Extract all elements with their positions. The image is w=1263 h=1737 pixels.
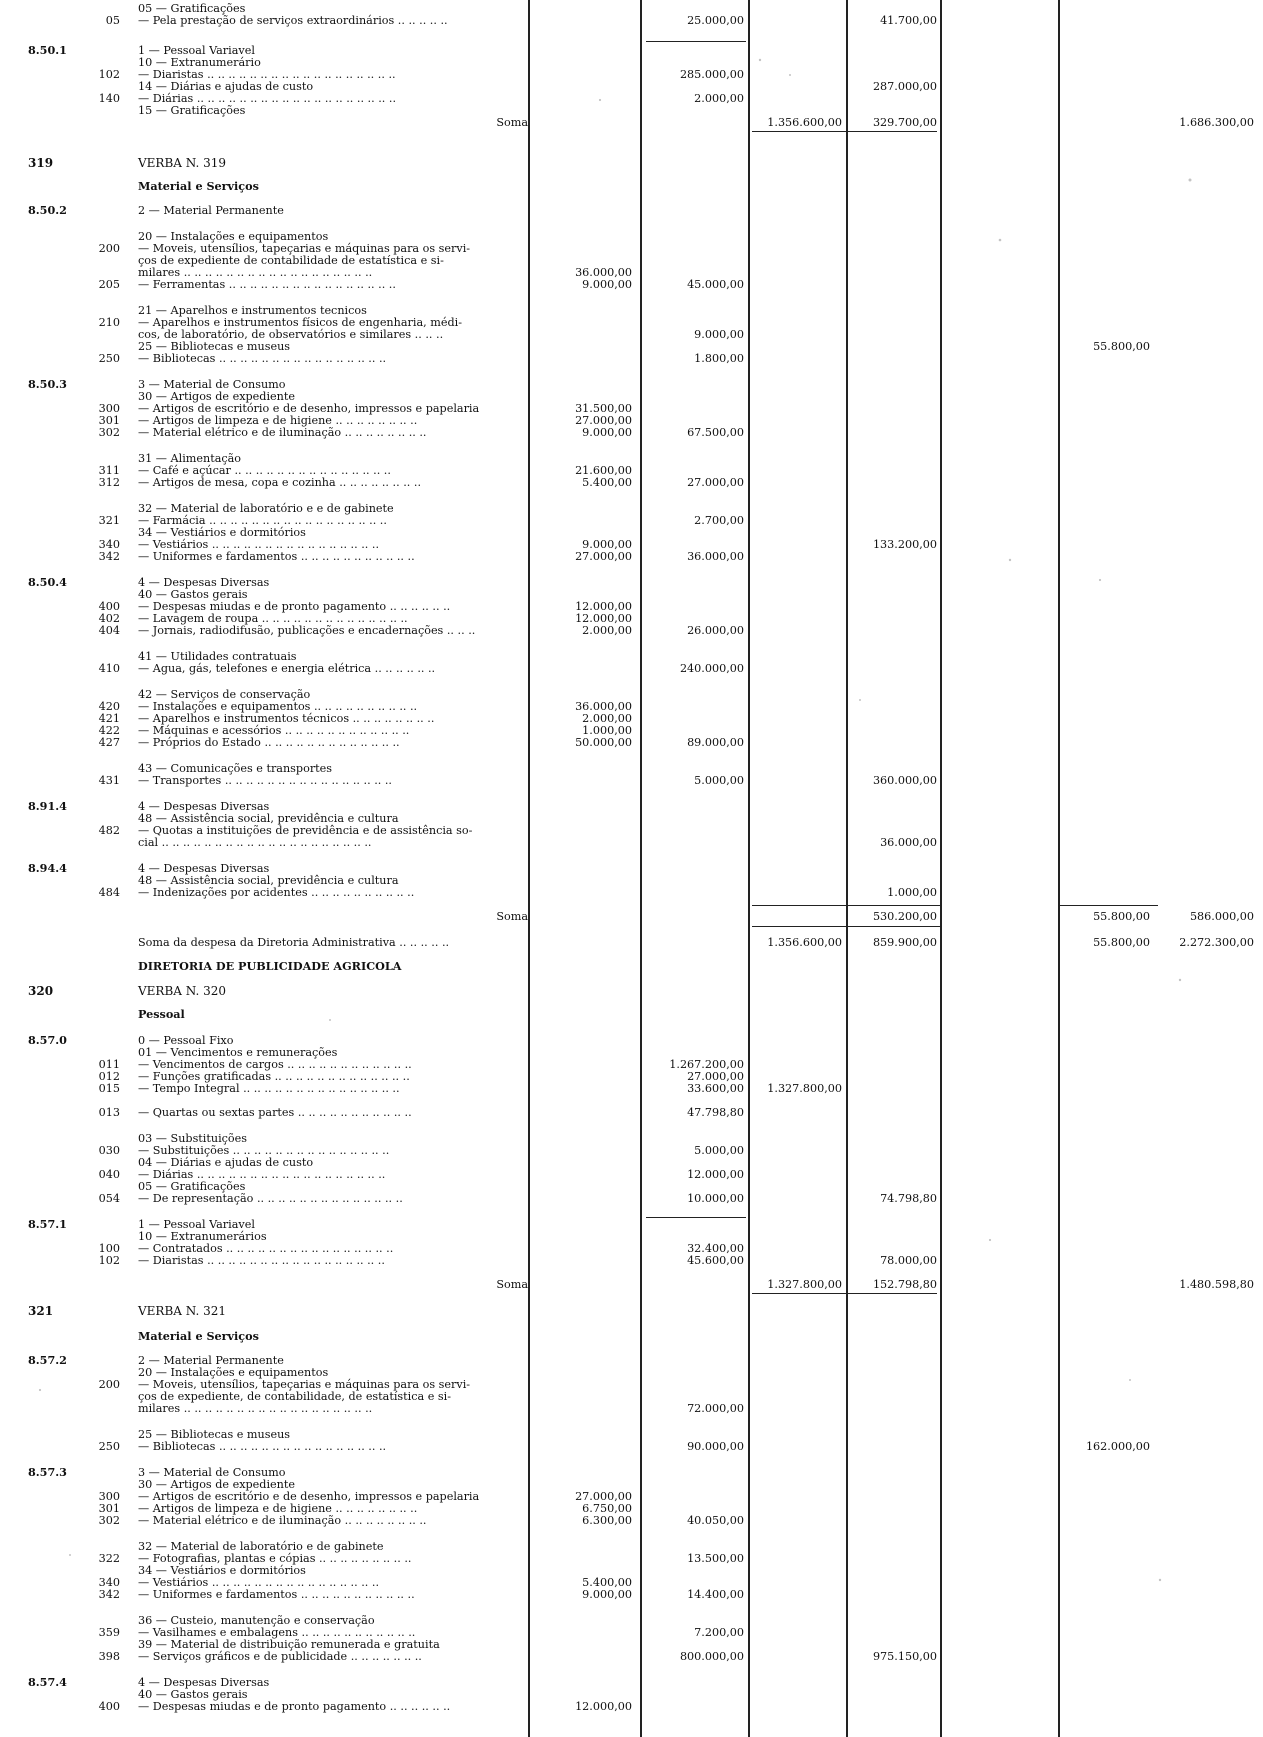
item-description: — Vestiários .. .. .. .. .. .. .. .. .. .. .. .. .. .. .. .. (138, 538, 379, 551)
item-code: 250 (98, 1440, 120, 1453)
item-description: milares .. .. .. .. .. .. .. .. .. .. .. .. .. .. .. .. .. .. (138, 1402, 373, 1415)
item-description: 4 — Despesas Diversas (138, 1676, 270, 1689)
value-col-1: 9.000,00 (582, 426, 632, 439)
value-col-2: 90.000,00 (687, 1440, 744, 1453)
item-description: 42 — Serviços de conservação (138, 688, 311, 701)
item-code: 359 (98, 1626, 120, 1639)
ledger-line (0, 550, 1263, 563)
ledger-line (0, 624, 1263, 637)
item-description: — Agua, gás, telefones e energia elétrica .. .. .. .. .. .. (138, 662, 436, 675)
item-description: 15 — Gratificações (138, 104, 246, 117)
item-description: — Indenizações por acidentes .. .. .. .. .. .. .. .. .. .. (138, 886, 415, 899)
value-col-2: 67.500,00 (687, 426, 744, 439)
value-col-1: 2.000,00 (582, 712, 632, 725)
sum-rule (752, 1293, 937, 1294)
ledger-line (0, 278, 1263, 291)
value-col-2: 27.000,00 (687, 476, 744, 489)
item-code: 300 (98, 1490, 120, 1503)
ledger-line (0, 180, 1263, 193)
item-code: 340 (98, 1576, 120, 1589)
item-description: 36 — Custeio, manutenção e conservação (138, 1614, 375, 1627)
item-description: — Tempo Integral .. .. .. .. .. .. .. .. .. .. .. .. .. .. .. (138, 1082, 400, 1095)
item-description: 32 — Material de laboratório e e de gabinete (138, 502, 394, 515)
value-col-4: 78.000,00 (880, 1254, 937, 1267)
ledger-line (0, 836, 1263, 849)
item-description: milares .. .. .. .. .. .. .. .. .. .. .. .. .. .. .. .. .. .. (138, 266, 373, 279)
value-col-1: 9.000,00 (582, 538, 632, 551)
value-col-2: 25.000,00 (687, 14, 744, 27)
value-col-6: 162.000,00 (1085, 1440, 1150, 1453)
value-col-2: 240.000,00 (679, 662, 744, 675)
item-description: 21 — Aparelhos e instrumentos tecnicos (138, 304, 367, 317)
value-col-1: 27.000,00 (575, 550, 632, 563)
item-description: 41 — Utilidades contratuais (138, 650, 297, 663)
item-reference: 8.50.2 (28, 203, 67, 217)
ledger-line (0, 426, 1263, 439)
sum-rule (1058, 905, 1158, 906)
item-code: 398 (98, 1650, 120, 1663)
ledger-line (0, 1440, 1263, 1453)
ledger-line (0, 14, 1263, 27)
item-description: 3 — Material de Consumo (138, 1466, 286, 1479)
value-col-2: 40.050,00 (687, 1514, 744, 1527)
item-reference: 8.57.3 (28, 1465, 67, 1479)
value-col-1: 21.600,00 (575, 464, 632, 477)
value-col-4: 133.200,00 (872, 538, 937, 551)
value-col-7: 2.272.300,00 (1179, 936, 1254, 949)
item-code: 302 (98, 426, 120, 439)
item-description: 01 — Vencimentos e remunerações (138, 1046, 338, 1059)
item-code: 040 (98, 1168, 120, 1181)
item-description: 40 — Gastos gerais (138, 588, 248, 601)
value-col-2: 7.200,00 (694, 1626, 744, 1639)
item-description: Material e Serviços (138, 1329, 259, 1343)
value-col-2: 89.000,00 (687, 736, 744, 749)
value-col-2: 12.000,00 (687, 1168, 744, 1181)
value-col-7: 586.000,00 (1189, 910, 1254, 923)
item-description: — Diaristas .. .. .. .. .. .. .. .. .. .. .. .. .. .. .. .. .. .. (138, 68, 396, 81)
item-description: Soma da despesa da Diretoria Administrativa .. .. .. .. .. (138, 936, 450, 949)
value-col-4: 1.000,00 (887, 886, 937, 899)
sum-rule (752, 131, 937, 132)
value-col-1: 27.000,00 (575, 1490, 632, 1503)
item-description: — Artigos de limpeza e de higiene .. .. .. .. .. .. .. .. (138, 414, 418, 427)
value-col-6: 55.800,00 (1093, 910, 1150, 923)
item-description: cial .. .. .. .. .. .. .. .. .. .. .. .. .. .. .. .. .. .. .. .. (138, 836, 372, 849)
item-description: Pessoal (138, 1007, 185, 1021)
item-code: 054 (98, 1192, 120, 1205)
item-description: — Funções gratificadas .. .. .. .. .. .. .. .. .. .. .. .. .. (138, 1070, 410, 1083)
value-col-2: 27.000,00 (687, 1070, 744, 1083)
item-code: 102 (98, 1254, 120, 1267)
item-description: cos, de laboratório, de observatórios e similares .. .. .. (138, 328, 444, 341)
value-col-4: 975.150,00 (872, 1650, 937, 1663)
item-reference: 8.57.1 (28, 1217, 67, 1231)
value-col-1: 6.750,00 (582, 1502, 632, 1515)
value-col-3: 1.356.600,00 (767, 116, 842, 129)
item-reference: 8.57.2 (28, 1353, 67, 1367)
value-col-1: 36.000,00 (575, 700, 632, 713)
ledger-line (0, 960, 1263, 973)
value-col-2: 285.000,00 (679, 68, 744, 81)
ledger-line (0, 1514, 1263, 1527)
value-col-4: 152.798,80 (872, 1278, 937, 1291)
item-description: — Bibliotecas .. .. .. .. .. .. .. .. .. .. .. .. .. .. .. .. (138, 352, 387, 365)
item-description: — Lavagem de roupa .. .. .. .. .. .. .. .. .. .. .. .. .. .. (138, 612, 408, 625)
ledger-line (0, 1008, 1263, 1021)
item-code: 140 (98, 92, 120, 105)
item-description: — Pela prestação de serviços extraordinários .. .. .. .. .. (138, 14, 448, 27)
soma-label: Soma (496, 1278, 528, 1291)
item-description: — Jornais, radiodifusão, publicações e encadernações .. .. .. (138, 624, 476, 637)
item-code: 301 (98, 1502, 120, 1515)
value-col-2: 2.700,00 (694, 514, 744, 527)
item-description: — Aparelhos e instrumentos técnicos .. .. .. .. .. .. .. .. (138, 712, 435, 725)
item-description: 30 — Artigos de expediente (138, 390, 295, 403)
value-col-7: 1.686.300,00 (1179, 116, 1254, 129)
item-code: 300 (98, 402, 120, 415)
item-reference: 8.57.4 (28, 1675, 67, 1689)
item-code: 400 (98, 1700, 120, 1713)
item-description: 4 — Despesas Diversas (138, 576, 270, 589)
ledger-line (0, 1254, 1263, 1267)
item-description: 34 — Vestiários e dormitórios (138, 526, 306, 539)
ledger-line (0, 936, 1263, 949)
item-reference: 321 (28, 1304, 54, 1318)
item-description: — Despesas miudas e de pronto pagamento .. .. .. .. .. .. (138, 600, 451, 613)
item-code: 012 (98, 1070, 120, 1083)
item-code: 301 (98, 414, 120, 427)
item-description: 30 — Artigos de expediente (138, 1478, 295, 1491)
item-description: — Diárias .. .. .. .. .. .. .. .. .. .. .. .. .. .. .. .. .. .. .. (138, 92, 397, 105)
item-description: — Ferramentas .. .. .. .. .. .. .. .. .. .. .. .. .. .. .. .. (138, 278, 396, 291)
item-description: — Vestiários .. .. .. .. .. .. .. .. .. .. .. .. .. .. .. .. (138, 1576, 379, 1589)
value-col-1: 6.300,00 (582, 1514, 632, 1527)
item-description: — Material elétrico e de iluminação .. .. .. .. .. .. .. .. (138, 1514, 427, 1527)
item-code: 342 (98, 1588, 120, 1601)
ledger-line (0, 736, 1263, 749)
item-code: 013 (98, 1106, 120, 1119)
item-code: 102 (98, 68, 120, 81)
item-description: 20 — Instalações e equipamentos (138, 1366, 329, 1379)
value-col-4: 859.900,00 (872, 936, 937, 949)
item-reference: 8.91.4 (28, 799, 67, 813)
item-description: 2 — Material Permanente (138, 204, 284, 217)
item-code: 402 (98, 612, 120, 625)
item-code: 322 (98, 1552, 120, 1565)
ledger-line (0, 984, 1263, 998)
value-col-6: 55.800,00 (1093, 340, 1150, 353)
item-description: — Próprios do Estado .. .. .. .. .. .. .. .. .. .. .. .. .. (138, 736, 400, 749)
ledger-line (0, 1082, 1263, 1095)
ledger-line (0, 1650, 1263, 1663)
item-description: 4 — Despesas Diversas (138, 800, 270, 813)
ledger-line (0, 1304, 1263, 1318)
value-col-2: 10.000,00 (687, 1192, 744, 1205)
item-code: 011 (98, 1058, 120, 1071)
ledger-line (0, 116, 1263, 129)
item-description: 04 — Diárias e ajudas de custo (138, 1156, 314, 1169)
ledger-line (0, 886, 1263, 899)
item-code: 205 (98, 278, 120, 291)
item-description: — Quartas ou sextas partes .. .. .. .. .. .. .. .. .. .. .. (138, 1106, 412, 1119)
value-col-1: 5.400,00 (582, 476, 632, 489)
item-description: — Moveis, utensílios, tapeçarias e máquinas para os servi- (138, 1378, 471, 1391)
item-description: — Artigos de mesa, copa e cozinha .. .. .. .. .. .. .. .. (138, 476, 421, 489)
item-description: — Farmácia .. .. .. .. .. .. .. .. .. .. .. .. .. .. .. .. .. (138, 514, 387, 527)
item-description: — Diaristas .. .. .. .. .. .. .. .. .. .. .. .. .. .. .. .. .. (138, 1254, 385, 1267)
value-col-4: 329.700,00 (872, 116, 937, 129)
ledger-line (0, 1330, 1263, 1343)
ledger-line (0, 1402, 1263, 1415)
value-col-2: 72.000,00 (687, 1402, 744, 1415)
item-reference: 8.50.3 (28, 377, 67, 391)
item-code: 302 (98, 1514, 120, 1527)
value-col-3: 1.327.800,00 (767, 1278, 842, 1291)
item-description: — Artigos de limpeza e de higiene .. .. .. .. .. .. .. .. (138, 1502, 418, 1515)
item-reference: 8.50.1 (28, 43, 67, 57)
item-description: 32 — Material de laboratório e de gabinete (138, 1540, 384, 1553)
item-description: — Serviços gráficos e de publicidade .. .. .. .. .. .. .. (138, 1650, 422, 1663)
item-description: 05 — Gratificações (138, 1180, 246, 1193)
item-reference: 320 (28, 984, 54, 998)
value-col-2: 800.000,00 (679, 1650, 744, 1663)
value-col-4: 530.200,00 (872, 910, 937, 923)
item-reference: 8.94.4 (28, 861, 67, 875)
value-col-4: 360.000,00 (872, 774, 937, 787)
item-description: — Vasilhames e embalagens .. .. .. .. .. .. .. .. .. .. .. (138, 1626, 416, 1639)
item-code: 410 (98, 662, 120, 675)
value-col-2: 33.600,00 (687, 1082, 744, 1095)
ledger-line (0, 1106, 1263, 1119)
value-col-2: 36.000,00 (687, 550, 744, 563)
item-code: 210 (98, 316, 120, 329)
item-reference: 8.50.4 (28, 575, 67, 589)
item-description: — Diárias .. .. .. .. .. .. .. .. .. .. .. .. .. .. .. .. .. .. (138, 1168, 386, 1181)
item-code: 342 (98, 550, 120, 563)
item-description: — Despesas miudas e de pronto pagamento .. .. .. .. .. .. (138, 1700, 451, 1713)
item-code: 311 (98, 464, 120, 477)
item-code: 015 (98, 1082, 120, 1095)
soma-label: Soma (496, 910, 528, 923)
item-description: — De representação .. .. .. .. .. .. .. .. .. .. .. .. .. .. (138, 1192, 403, 1205)
value-col-2: 13.500,00 (687, 1552, 744, 1565)
value-col-1: 9.000,00 (582, 278, 632, 291)
item-description: ços de expediente de contabilidade de estatística e si- (138, 254, 444, 267)
value-col-4: 287.000,00 (872, 80, 937, 93)
value-col-1: 50.000,00 (575, 736, 632, 749)
item-description: — Máquinas e acessórios .. .. .. .. .. .. .. .. .. .. .. .. (138, 724, 410, 737)
item-description: — Contratados .. .. .. .. .. .. .. .. .. .. .. .. .. .. .. .. (138, 1242, 394, 1255)
ledger-line (0, 352, 1263, 365)
ledger-line (0, 1588, 1263, 1601)
item-code: 100 (98, 1242, 120, 1255)
sum-rule (752, 926, 942, 927)
ledger-line (0, 1278, 1263, 1291)
value-col-2: 14.400,00 (687, 1588, 744, 1601)
item-description: 3 — Material de Consumo (138, 378, 286, 391)
ledger-line (0, 476, 1263, 489)
item-code: 431 (98, 774, 120, 787)
value-col-4: 74.798,80 (880, 1192, 937, 1205)
item-code: 482 (98, 824, 120, 837)
item-description: 34 — Vestiários e dormitórios (138, 1564, 306, 1577)
item-description: 2 — Material Permanente (138, 1354, 284, 1367)
item-reference: 8.57.0 (28, 1033, 67, 1047)
item-code: 340 (98, 538, 120, 551)
item-description: — Fotografias, plantas e cópias .. .. .. .. .. .. .. .. .. (138, 1552, 412, 1565)
value-col-1: 5.400,00 (582, 1576, 632, 1589)
item-description: VERBA N. 319 (138, 156, 227, 170)
item-description: 48 — Assistência social, previdência e cultura (138, 812, 399, 825)
item-description: 10 — Extranumerário (138, 56, 261, 69)
ledger-line (0, 1192, 1263, 1205)
item-description: ços de expediente, de contabilidade, de estatística e si- (138, 1390, 451, 1403)
value-col-1: 12.000,00 (575, 612, 632, 625)
value-col-2: 2.000,00 (694, 92, 744, 105)
item-description: — Uniformes e fardamentos .. .. .. .. .. .. .. .. .. .. .. (138, 1588, 415, 1601)
item-code: 030 (98, 1144, 120, 1157)
ledger-line (0, 1700, 1263, 1713)
item-code: 427 (98, 736, 120, 749)
item-code: 05 (105, 14, 120, 27)
item-description: 03 — Substituições (138, 1132, 248, 1145)
item-description: VERBA N. 320 (138, 984, 227, 998)
item-description: 1 — Pessoal Variavel (138, 1218, 255, 1231)
sum-rule (646, 41, 746, 42)
item-description: 31 — Alimentação (138, 452, 242, 465)
item-description: 0 — Pessoal Fixo (138, 1034, 234, 1047)
item-description: Material e Serviços (138, 179, 259, 193)
value-col-1: 9.000,00 (582, 1588, 632, 1601)
value-col-4: 36.000,00 (880, 836, 937, 849)
value-col-3: 1.356.600,00 (767, 936, 842, 949)
item-code: 484 (98, 886, 120, 899)
value-col-2: 1.800,00 (694, 352, 744, 365)
value-col-1: 27.000,00 (575, 414, 632, 427)
value-col-2: 32.400,00 (687, 1242, 744, 1255)
value-col-1: 12.000,00 (575, 1700, 632, 1713)
value-col-2: 1.267.200,00 (669, 1058, 744, 1071)
item-code: 250 (98, 352, 120, 365)
ledger-line (0, 156, 1263, 170)
item-description: — Bibliotecas .. .. .. .. .. .. .. .. .. .. .. .. .. .. .. .. (138, 1440, 387, 1453)
item-description: — Uniformes e fardamentos .. .. .. .. .. .. .. .. .. .. .. (138, 550, 415, 563)
ledger-line (0, 774, 1263, 787)
item-description: 39 — Material de distribuição remunerada e gratuita (138, 1638, 440, 1651)
value-col-6: 55.800,00 (1093, 936, 1150, 949)
value-col-1: 12.000,00 (575, 600, 632, 613)
item-description: 1 — Pessoal Variavel (138, 44, 255, 57)
value-col-2: 45.000,00 (687, 278, 744, 291)
item-code: 420 (98, 700, 120, 713)
value-col-2: 26.000,00 (687, 624, 744, 637)
item-description: — Artigos de escritório e de desenho, impressos e papelaria (138, 402, 480, 415)
ledger-line (0, 204, 1263, 217)
ledger-line (0, 910, 1263, 923)
item-description: — Transportes .. .. .. .. .. .. .. .. .. .. .. .. .. .. .. .. (138, 774, 392, 787)
value-col-1: 1.000,00 (582, 724, 632, 737)
item-description: 14 — Diárias e ajudas de custo (138, 80, 314, 93)
item-description: 20 — Instalações e equipamentos (138, 230, 329, 243)
item-description: — Café e açúcar .. .. .. .. .. .. .. .. .. .. .. .. .. .. .. (138, 464, 391, 477)
item-code: 312 (98, 476, 120, 489)
item-description: — Material elétrico e de iluminação .. .. .. .. .. .. .. .. (138, 426, 427, 439)
item-description: DIRETORIA DE PUBLICIDADE AGRICOLA (138, 959, 402, 973)
value-col-2: 9.000,00 (694, 328, 744, 341)
item-description: — Moveis, utensílios, tapeçarias e máquinas para os servi- (138, 242, 471, 255)
value-col-1: 2.000,00 (582, 624, 632, 637)
item-description: 48 — Assistência social, previdência e cultura (138, 874, 399, 887)
item-description: 25 — Bibliotecas e museus (138, 1428, 291, 1441)
item-code: 404 (98, 624, 120, 637)
value-col-1: 31.500,00 (575, 402, 632, 415)
value-col-7: 1.480.598,80 (1179, 1278, 1254, 1291)
soma-label: Soma (496, 116, 528, 129)
item-code: 321 (98, 514, 120, 527)
value-col-4: 41.700,00 (880, 14, 937, 27)
value-col-2: 47.798,80 (687, 1106, 744, 1119)
item-description: — Substituições .. .. .. .. .. .. .. .. .. .. .. .. .. .. .. (138, 1144, 390, 1157)
value-col-2: 5.000,00 (694, 774, 744, 787)
item-description: 40 — Gastos gerais (138, 1688, 248, 1701)
item-code: 400 (98, 600, 120, 613)
item-description: 05 — Gratificações (138, 2, 246, 15)
item-reference: 319 (28, 156, 54, 170)
item-description: 25 — Bibliotecas e museus (138, 340, 291, 353)
item-description: VERBA N. 321 (138, 1304, 227, 1318)
item-code: 422 (98, 724, 120, 737)
item-description: — Aparelhos e instrumentos físicos de engenharia, médi- (138, 316, 462, 329)
value-col-3: 1.327.800,00 (767, 1082, 842, 1095)
item-description: 10 — Extranumerários (138, 1230, 267, 1243)
sum-rule (752, 905, 942, 906)
value-col-2: 5.000,00 (694, 1144, 744, 1157)
item-code: 421 (98, 712, 120, 725)
value-col-2: 45.600,00 (687, 1254, 744, 1267)
item-description: — Vencimentos de cargos .. .. .. .. .. .. .. .. .. .. .. .. (138, 1058, 412, 1071)
item-code: 200 (98, 1378, 120, 1391)
value-col-1: 36.000,00 (575, 266, 632, 279)
ledger-line (0, 662, 1263, 675)
item-description: — Quotas a instituições de previdência e de assistência so- (138, 824, 473, 837)
item-description: — Instalações e equipamentos .. .. .. .. .. .. .. .. .. .. (138, 700, 418, 713)
item-description: — Artigos de escritório e de desenho, impressos e papelaria (138, 1490, 480, 1503)
item-description: 43 — Comunicações e transportes (138, 762, 333, 775)
item-code: 200 (98, 242, 120, 255)
item-description: 4 — Despesas Diversas (138, 862, 270, 875)
